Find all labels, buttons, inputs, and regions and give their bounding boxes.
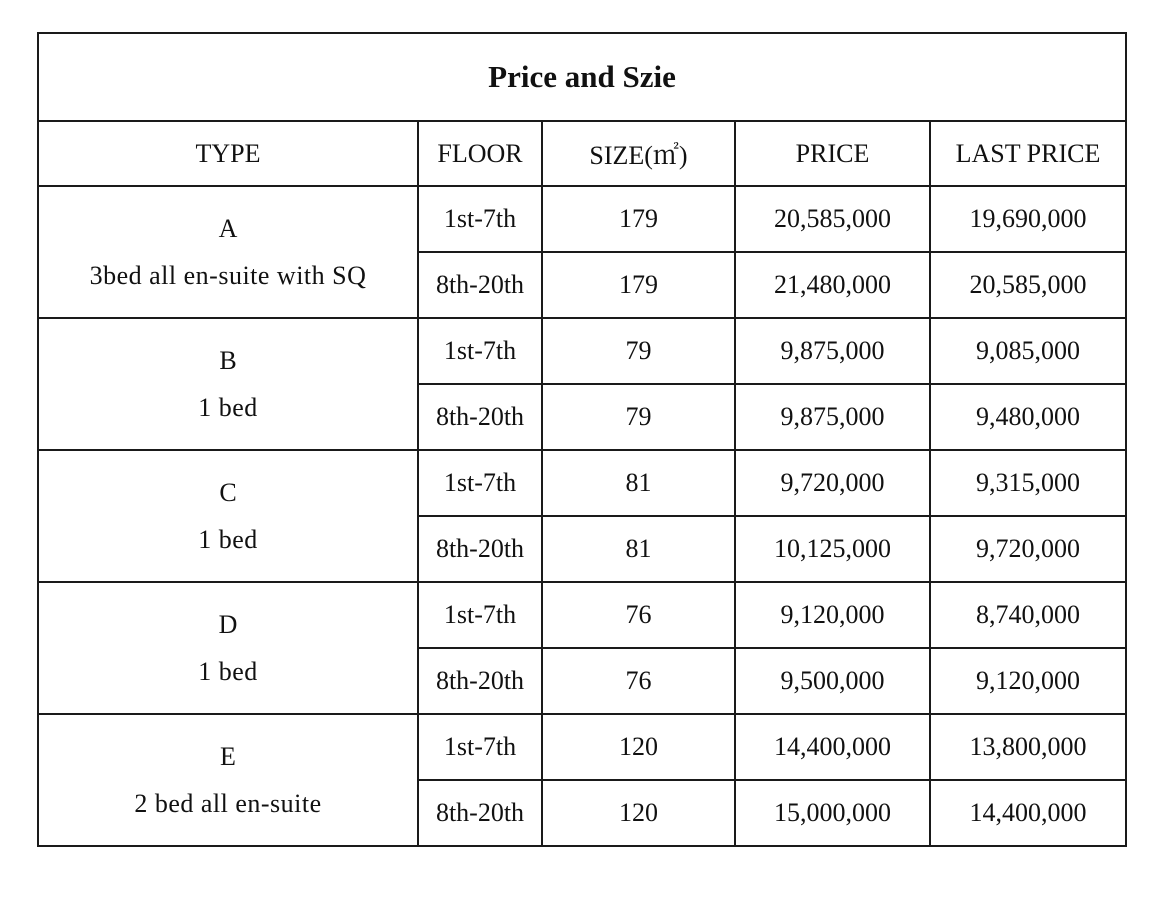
type-cell-a (38, 186, 418, 318)
floor-cell: 8th-20th (418, 780, 542, 846)
size-cell: 179 (542, 252, 735, 318)
type-description: 2 bed all en-suite (134, 789, 322, 818)
table-row (38, 186, 1126, 252)
size-cell: 76 (542, 648, 735, 714)
floor-cell: 1st-7th (418, 714, 542, 780)
type-cell-e (38, 714, 418, 846)
size-cell: 120 (542, 714, 735, 780)
type-description: 1 bed (198, 525, 258, 554)
price-cell: 9,875,000 (735, 318, 930, 384)
table-title: Price and Szie (38, 33, 1126, 121)
last-price-cell: 19,690,000 (930, 186, 1126, 252)
size-cell: 76 (542, 582, 735, 648)
size-cell: 120 (542, 780, 735, 846)
floor-cell: 8th-20th (418, 384, 542, 450)
table-row (38, 714, 1126, 780)
size-cell: 179 (542, 186, 735, 252)
type-cell-b (38, 318, 418, 450)
type-letter: E (220, 741, 236, 771)
floor-cell: 1st-7th (418, 186, 542, 252)
floor-cell: 8th-20th (418, 516, 542, 582)
floor-cell: 8th-20th (418, 252, 542, 318)
title-row (38, 33, 1126, 121)
floor-cell: 1st-7th (418, 318, 542, 384)
size-cell: 81 (542, 516, 735, 582)
header-type: TYPE (38, 121, 418, 186)
price-cell: 20,585,000 (735, 186, 930, 252)
table-row (38, 318, 1126, 384)
last-price-cell: 13,800,000 (930, 714, 1126, 780)
header-row (38, 121, 1126, 186)
size-cell: 79 (542, 318, 735, 384)
floor-cell: 8th-20th (418, 648, 542, 714)
last-price-cell: 8,740,000 (930, 582, 1126, 648)
size-cell: 79 (542, 384, 735, 450)
type-letter: C (219, 477, 237, 507)
table-row (38, 582, 1126, 648)
price-cell: 9,500,000 (735, 648, 930, 714)
price-cell: 10,125,000 (735, 516, 930, 582)
floor-cell: 1st-7th (418, 450, 542, 516)
price-cell: 9,720,000 (735, 450, 930, 516)
last-price-cell: 14,400,000 (930, 780, 1126, 846)
price-cell: 9,875,000 (735, 384, 930, 450)
type-letter: B (219, 345, 237, 375)
type-letter: D (218, 609, 238, 639)
type-description: 1 bed (198, 657, 258, 686)
table-row (38, 450, 1126, 516)
header-floor: FLOOR (418, 121, 542, 186)
price-cell: 9,120,000 (735, 582, 930, 648)
header-price: PRICE (735, 121, 930, 186)
last-price-cell: 9,720,000 (930, 516, 1126, 582)
type-description: 3bed all en-suite with SQ (89, 261, 367, 290)
last-price-cell: 9,480,000 (930, 384, 1126, 450)
last-price-cell: 9,315,000 (930, 450, 1126, 516)
type-cell-c (38, 450, 418, 582)
last-price-cell: 9,085,000 (930, 318, 1126, 384)
type-description: 1 bed (198, 393, 258, 422)
last-price-cell: 9,120,000 (930, 648, 1126, 714)
size-cell: 81 (542, 450, 735, 516)
header-last-price: LAST PRICE (930, 121, 1126, 186)
price-cell: 14,400,000 (735, 714, 930, 780)
price-cell: 15,000,000 (735, 780, 930, 846)
price-cell: 21,480,000 (735, 252, 930, 318)
header-size: SIZE(㎡) (542, 121, 735, 186)
type-cell-d (38, 582, 418, 714)
floor-cell: 1st-7th (418, 582, 542, 648)
price-size-table (37, 32, 1127, 847)
last-price-cell: 20,585,000 (930, 252, 1126, 318)
type-letter: A (218, 213, 238, 243)
